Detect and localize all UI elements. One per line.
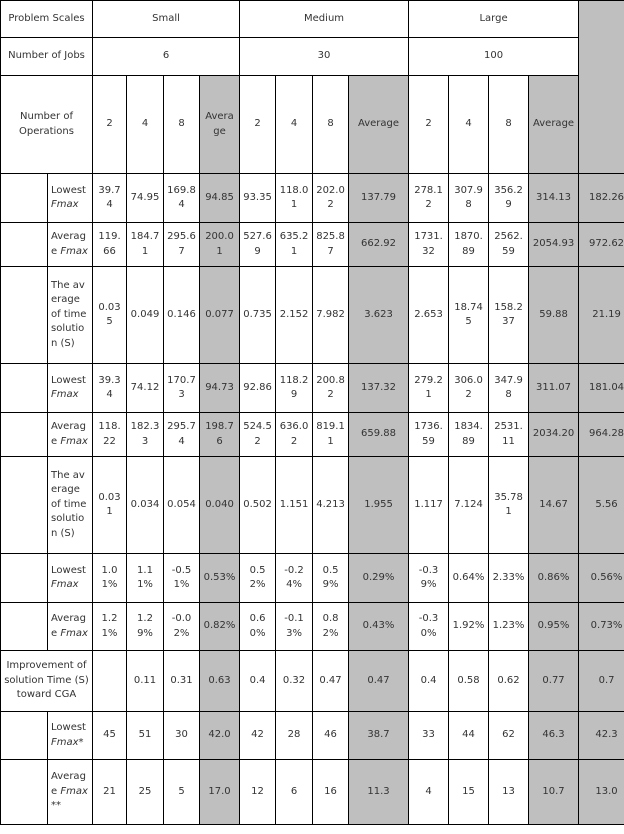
scales-row — [1, 1, 624, 38]
value-cell: 2034.20 — [529, 413, 579, 457]
value-cell: 1.1 1% — [127, 554, 164, 603]
method-cell — [1, 413, 48, 457]
value-cell: 39.74 — [93, 174, 127, 223]
value-cell: 21.19 — [579, 267, 624, 364]
value-cell: 356.29 — [489, 174, 529, 223]
metric-name: The average of time solution (S) — [51, 279, 87, 349]
value-cell: 1.23% — [489, 603, 529, 651]
metric-label — [48, 760, 93, 825]
value-cell: 13.0 — [579, 760, 624, 825]
value-cell: 279.21 — [409, 364, 449, 413]
value-cell: 181.04 — [579, 364, 624, 413]
value-cell: 0.29% — [349, 554, 409, 603]
value-cell: 74.95 — [127, 174, 164, 223]
value-cell: 33 — [409, 712, 449, 760]
value-cell: 0.054 — [164, 457, 200, 554]
value-cell: 4.213 — [313, 457, 349, 554]
value-cell: 662.92 — [349, 223, 409, 267]
table-row — [1, 223, 624, 267]
table-row — [1, 413, 624, 457]
value-cell: 0.63 — [200, 651, 240, 712]
value-cell: 0.43% — [349, 603, 409, 651]
value-cell: -0.30% — [409, 603, 449, 651]
table-row — [1, 651, 624, 712]
table-body — [1, 174, 624, 825]
ops-medium-2: 2 — [240, 76, 276, 174]
value-cell: 1870.89 — [449, 223, 489, 267]
jobs-label: Number of Jobs — [1, 38, 93, 76]
value-cell: 184.71 — [127, 223, 164, 267]
value-cell: 307.98 — [449, 174, 489, 223]
value-cell: 0.049 — [127, 267, 164, 364]
value-cell: 825.87 — [313, 223, 349, 267]
metric-label — [48, 413, 93, 457]
value-cell: 44 — [449, 712, 489, 760]
value-cell: 311.07 — [529, 364, 579, 413]
value-cell: 94.73 — [200, 364, 240, 413]
value-cell: 42.0 — [200, 712, 240, 760]
value-cell: 182.33 — [127, 413, 164, 457]
value-cell: 1.117 — [409, 457, 449, 554]
value-cell: 1.955 — [349, 457, 409, 554]
metric-symbol: Fmax* — [51, 736, 84, 748]
value-cell: 10.7 — [529, 760, 579, 825]
table-row — [1, 554, 624, 603]
ops-medium-8: 8 — [313, 76, 349, 174]
value-cell: 169.84 — [164, 174, 200, 223]
value-cell: 0.56% — [579, 554, 624, 603]
value-cell: 972.62 — [579, 223, 624, 267]
value-cell: 3.623 — [349, 267, 409, 364]
value-cell: 74.12 — [127, 364, 164, 413]
value-cell: 0.4 — [409, 651, 449, 712]
value-cell: 0.47 — [313, 651, 349, 712]
value-cell: 14.67 — [529, 457, 579, 554]
value-cell: 17.0 — [200, 760, 240, 825]
scale-medium: Medium — [240, 1, 409, 38]
value-cell: 527.69 — [240, 223, 276, 267]
ops-medium-4: 4 — [276, 76, 313, 174]
method-cell — [1, 712, 48, 760]
value-cell: 16 — [313, 760, 349, 825]
value-cell: 170.73 — [164, 364, 200, 413]
value-cell: 21 — [93, 760, 127, 825]
value-cell: 0.82% — [313, 603, 349, 651]
value-cell: 1.151 — [276, 457, 313, 554]
value-cell: 2562.59 — [489, 223, 529, 267]
value-cell: 1.21% — [93, 603, 127, 651]
table-row — [1, 364, 624, 413]
value-cell: 1.92% — [449, 603, 489, 651]
operations-row — [1, 76, 624, 174]
metric-label — [48, 712, 93, 760]
value-cell: 137.79 — [349, 174, 409, 223]
value-cell: 198.76 — [200, 413, 240, 457]
value-cell: 0.47 — [349, 651, 409, 712]
value-cell: 42.3 — [579, 712, 624, 760]
value-cell: 636.02 — [276, 413, 313, 457]
value-cell: 200.82 — [313, 364, 349, 413]
value-cell: 1731.32 — [409, 223, 449, 267]
ops-small-2: 2 — [93, 76, 127, 174]
value-cell: 30 — [164, 712, 200, 760]
value-cell: 0.11 — [127, 651, 164, 712]
value-cell: 0.53% — [200, 554, 240, 603]
value-cell: 119.66 — [93, 223, 127, 267]
jobs-medium: 30 — [240, 38, 409, 76]
value-cell: 118.01 — [276, 174, 313, 223]
value-cell: 45 — [93, 712, 127, 760]
avg-large-header: Average — [529, 76, 579, 174]
value-cell: 0.031 — [93, 457, 127, 554]
value-cell: 0.77 — [529, 651, 579, 712]
ops-large-2: 2 — [409, 76, 449, 174]
value-cell: 62 — [489, 712, 529, 760]
value-cell: 819.11 — [313, 413, 349, 457]
value-cell: 11.3 — [349, 760, 409, 825]
value-cell: 2.152 — [276, 267, 313, 364]
value-cell: 0.59% — [313, 554, 349, 603]
avg-small-header: Average — [200, 76, 240, 174]
value-cell: 93.35 — [240, 174, 276, 223]
jobs-row — [1, 38, 624, 76]
operations-label: Number of Operations — [1, 76, 93, 174]
value-cell: 0.52% — [240, 554, 276, 603]
table-row — [1, 760, 624, 825]
value-cell: 7.124 — [449, 457, 489, 554]
value-cell: 59.88 — [529, 267, 579, 364]
row-label: Improvement of solution Time (S) toward CGA — [1, 651, 93, 712]
value-cell: 964.28 — [579, 413, 624, 457]
metric-label — [48, 267, 93, 364]
value-cell: 0.82% — [200, 603, 240, 651]
value-cell: 46.3 — [529, 712, 579, 760]
metric-name: Average — [51, 421, 86, 447]
value-cell: 2054.93 — [529, 223, 579, 267]
value-cell: 0.73% — [579, 603, 624, 651]
value-cell: 278.12 — [409, 174, 449, 223]
value-cell: 0.60% — [240, 603, 276, 651]
value-cell: 0.034 — [127, 457, 164, 554]
value-cell: 28 — [276, 712, 313, 760]
value-cell: 295.74 — [164, 413, 200, 457]
value-cell: 0.4 — [240, 651, 276, 712]
value-cell — [93, 651, 127, 712]
value-cell: -0.51% — [164, 554, 200, 603]
table-row — [1, 603, 624, 651]
method-cell — [1, 364, 48, 413]
method-cell — [1, 223, 48, 267]
value-cell: 0.86% — [529, 554, 579, 603]
metric-label — [48, 554, 93, 603]
value-cell: 200.01 — [200, 223, 240, 267]
value-cell: 137.32 — [349, 364, 409, 413]
value-cell: 5 — [164, 760, 200, 825]
avg-medium-header: Average — [349, 76, 409, 174]
value-cell: 2531.11 — [489, 413, 529, 457]
metric-symbol: Fmax — [51, 389, 79, 400]
value-cell: 2.33% — [489, 554, 529, 603]
method-cell — [1, 267, 48, 364]
value-cell: -0.13% — [276, 603, 313, 651]
method-cell — [1, 760, 48, 825]
value-cell: 12 — [240, 760, 276, 825]
table-row — [1, 712, 624, 760]
scales-label: Problem Scales — [1, 1, 93, 38]
value-cell: -0.39% — [409, 554, 449, 603]
value-cell: 1736.59 — [409, 413, 449, 457]
value-cell: 6 — [276, 760, 313, 825]
value-cell: 0.735 — [240, 267, 276, 364]
value-cell: 13 — [489, 760, 529, 825]
value-cell: -0.02% — [164, 603, 200, 651]
metric-name: Lowest — [51, 722, 86, 733]
value-cell: 0.31 — [164, 651, 200, 712]
jobs-large: 100 — [409, 38, 579, 76]
method-cell — [1, 603, 48, 651]
value-cell: 1834.89 — [449, 413, 489, 457]
scale-large: Large — [409, 1, 579, 38]
metric-symbol: Fmax — [51, 579, 79, 590]
value-cell: 25 — [127, 760, 164, 825]
value-cell: 0.7 — [579, 651, 624, 712]
value-cell: 4 — [409, 760, 449, 825]
table-row — [1, 174, 624, 223]
metric-symbol: Fmax — [60, 435, 88, 447]
metric-name: Average — [51, 613, 86, 639]
metric-symbol: Fmax** — [51, 785, 88, 812]
value-cell: 524.52 — [240, 413, 276, 457]
value-cell: 0.32 — [276, 651, 313, 712]
metric-name: Average — [51, 771, 86, 797]
value-cell: 0.64% — [449, 554, 489, 603]
value-cell: 42 — [240, 712, 276, 760]
metric-name: Lowest — [51, 184, 86, 196]
table-row — [1, 457, 624, 554]
value-cell: 0.58 — [449, 651, 489, 712]
value-cell: 92.86 — [240, 364, 276, 413]
value-cell: 0.62 — [489, 651, 529, 712]
metric-label — [48, 364, 93, 413]
scale-small: Small — [93, 1, 240, 38]
metric-symbol: Fmax — [60, 245, 88, 257]
value-cell: 202.02 — [313, 174, 349, 223]
value-cell: 15 — [449, 760, 489, 825]
value-cell: 635.21 — [276, 223, 313, 267]
metric-label — [48, 457, 93, 554]
jobs-small: 6 — [93, 38, 240, 76]
method-cell — [1, 457, 48, 554]
value-cell: 0.040 — [200, 457, 240, 554]
value-cell: 39.34 — [93, 364, 127, 413]
ops-small-8: 8 — [164, 76, 200, 174]
ops-small-4: 4 — [127, 76, 164, 174]
value-cell: 314.13 — [529, 174, 579, 223]
metric-name: Lowest — [51, 374, 86, 386]
overall-header — [579, 1, 624, 174]
metric-symbol: Fmax — [51, 199, 79, 210]
metric-name: The average of time solution (S) — [51, 469, 87, 539]
metric-label — [48, 174, 93, 223]
value-cell: 1.01% — [93, 554, 127, 603]
value-cell: 51 — [127, 712, 164, 760]
value-cell: 0.035 — [93, 267, 127, 364]
metric-name: Lowest — [51, 564, 86, 576]
metric-symbol: Fmax — [60, 627, 88, 639]
value-cell: 94.85 — [200, 174, 240, 223]
value-cell: 0.077 — [200, 267, 240, 364]
value-cell: 306.02 — [449, 364, 489, 413]
value-cell: 182.26 — [579, 174, 624, 223]
metric-label — [48, 603, 93, 651]
value-cell: 2.653 — [409, 267, 449, 364]
value-cell: 118.29 — [276, 364, 313, 413]
metric-label — [48, 223, 93, 267]
value-cell: -0.24% — [276, 554, 313, 603]
value-cell: 158.237 — [489, 267, 529, 364]
method-cell — [1, 554, 48, 603]
ops-large-8: 8 — [489, 76, 529, 174]
table-row — [1, 267, 624, 364]
value-cell: 1.29% — [127, 603, 164, 651]
value-cell: 46 — [313, 712, 349, 760]
value-cell: 0.146 — [164, 267, 200, 364]
value-cell: 295.67 — [164, 223, 200, 267]
value-cell: 347.98 — [489, 364, 529, 413]
value-cell: 659.88 — [349, 413, 409, 457]
value-cell: 5.56 — [579, 457, 624, 554]
method-cell — [1, 174, 48, 223]
value-cell: 38.7 — [349, 712, 409, 760]
value-cell: 0.502 — [240, 457, 276, 554]
ops-large-4: 4 — [449, 76, 489, 174]
value-cell: 0.95% — [529, 603, 579, 651]
value-cell: 118.22 — [93, 413, 127, 457]
metric-name: Average — [51, 231, 86, 257]
value-cell: 35.781 — [489, 457, 529, 554]
value-cell: 18.745 — [449, 267, 489, 364]
value-cell: 7.982 — [313, 267, 349, 364]
